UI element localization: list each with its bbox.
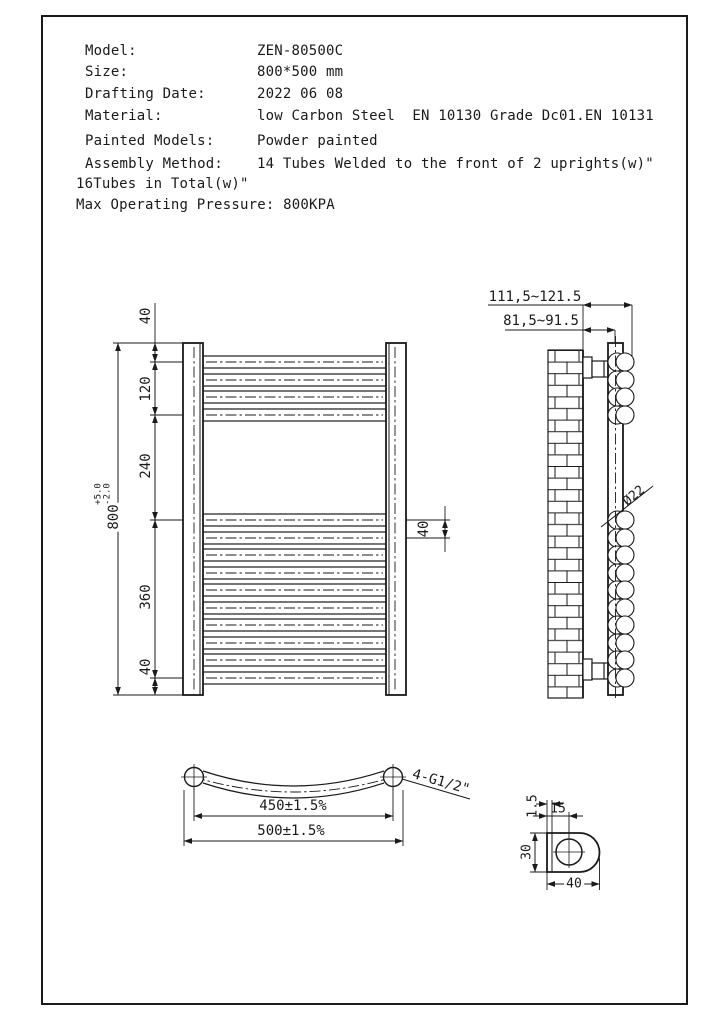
dim-800-tol-plus: +5.0 [93, 483, 104, 505]
dim-800: 800 [106, 504, 122, 530]
dim-wall-to-upright: 81,5~91.5 [503, 313, 579, 329]
dim-450: 450±1.5% [259, 798, 327, 814]
dim-wall-to-tube: 111,5~121.5 [488, 289, 582, 305]
dim-bottom-40: 40 [138, 658, 154, 676]
model-value: ZEN-80500C [257, 43, 344, 59]
assembly-note: 16Tubes in Total(w)" [76, 176, 249, 192]
dim-top-40: 40 [138, 307, 154, 325]
dim-tube-diameter: Ø22 [620, 482, 648, 510]
dim-width-40: 40 [566, 876, 582, 892]
front-view [113, 303, 450, 695]
material-value: low Carbon Steel EN 10130 Grade Dc01.EN 10131 [257, 108, 654, 124]
dim-240: 240 [138, 453, 154, 479]
assembly-value: 14 Tubes Welded to the front of 2 uprights(w)" [257, 156, 654, 172]
pressure-line: Max Operating Pressure: 800KPA [76, 197, 335, 213]
thread-label: 4-G1/2" [410, 766, 472, 798]
dim-120: 120 [138, 376, 154, 402]
size-value: 800*500 mm [257, 64, 344, 80]
dim-height-30: 30 [519, 844, 535, 860]
dim-800-tol-minus: -2.0 [102, 483, 113, 505]
paint-value: Powder painted [257, 133, 378, 149]
paint-label: Painted Models: [85, 133, 215, 149]
date-label: Drafting Date: [85, 86, 206, 102]
dim-500: 500±1.5% [257, 823, 325, 839]
dim-360: 360 [138, 584, 154, 610]
dim-offset-15: 15 [550, 801, 566, 817]
size-label: Size: [85, 64, 129, 80]
model-label: Model: [85, 43, 137, 59]
date-value: 2022 06 08 [257, 86, 344, 102]
dim-plate-1_5: 1.5 [525, 794, 541, 818]
assembly-label: Assembly Method: [85, 156, 224, 172]
material-label: Material: [85, 108, 163, 124]
dim-pitch-40: 40 [416, 520, 432, 538]
